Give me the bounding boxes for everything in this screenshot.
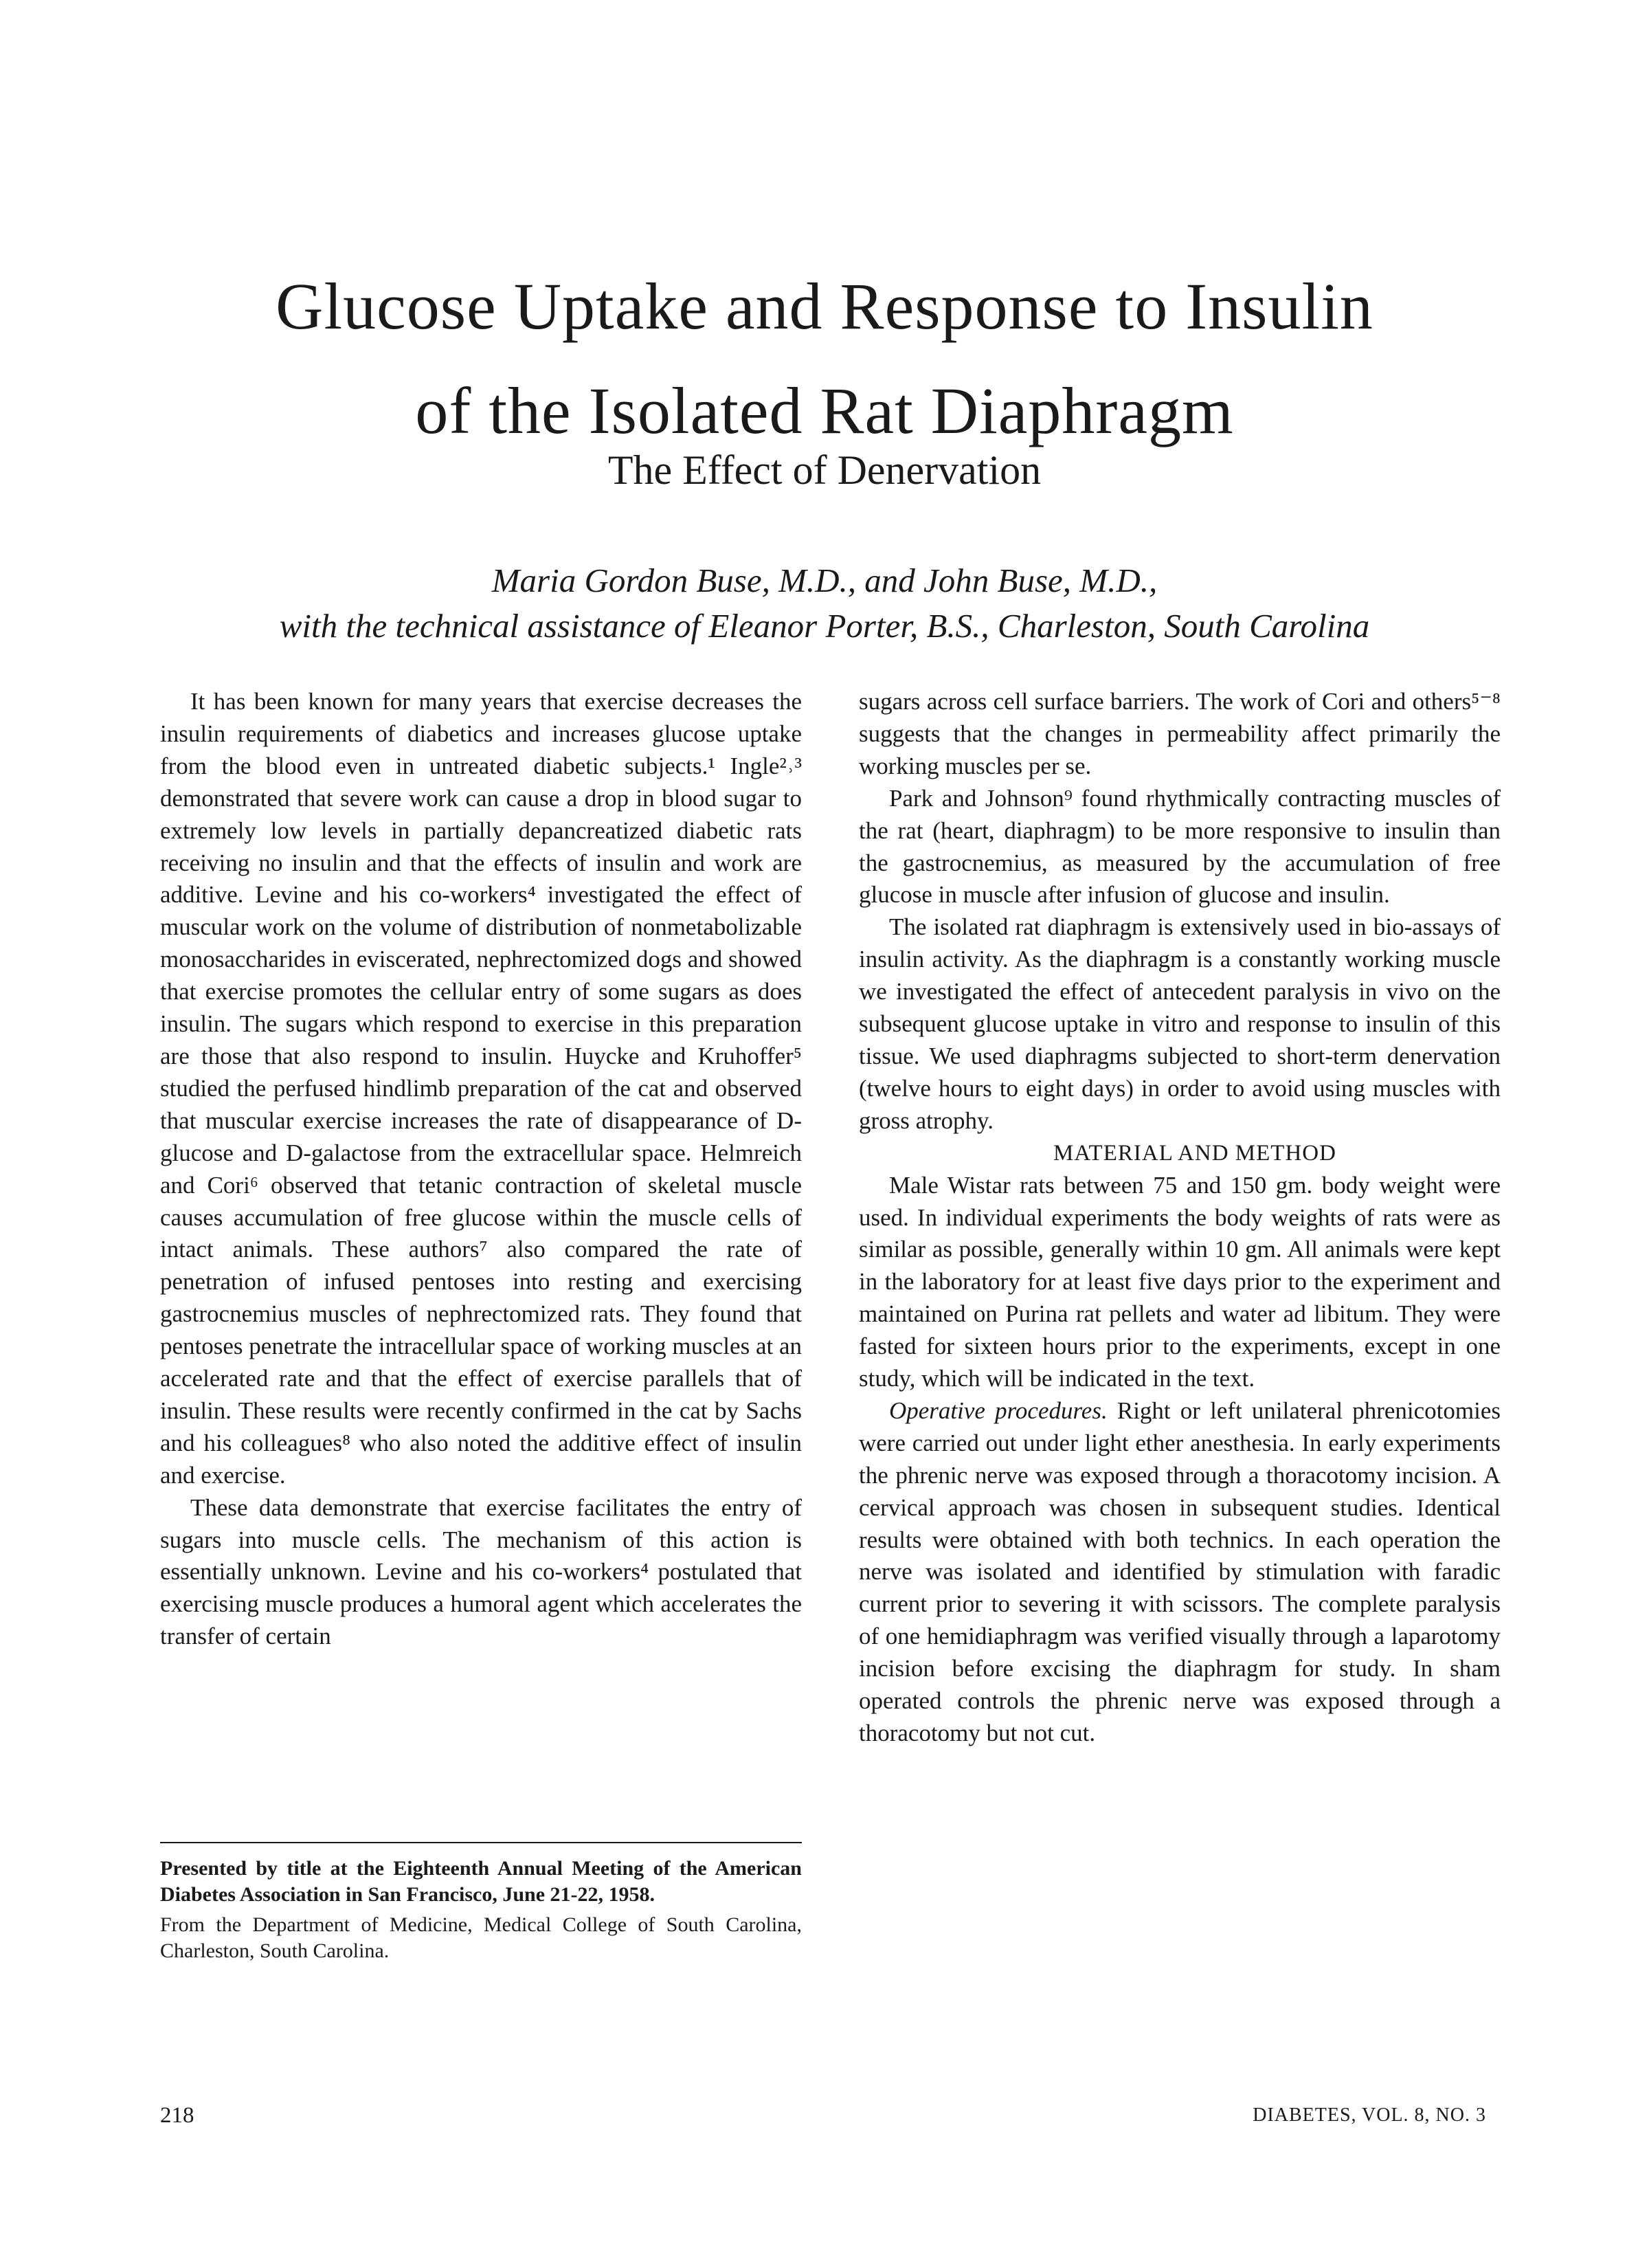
author-line-2: with the technical assistance of Eleanor Porter, B.S., Charleston, South Carolina: [279, 607, 1370, 645]
footnote-affiliation: From the Department of Medicine, Medical College of South Carolina, Charleston, South Carolina.: [160, 1913, 802, 1962]
operative-procedures-lead: Operative procedures.: [889, 1397, 1108, 1424]
left-column: [160, 686, 802, 1653]
right-column: [859, 686, 1501, 1750]
author-line-1: Maria Gordon Buse, M.D., and John Buse, M.D.,: [491, 562, 1158, 599]
page-number: 218: [160, 2103, 194, 2128]
left-paragraph-1: It has been known for many years that exercise decreases the insulin requirements of diabetics and increases glucose uptake from the blood even in untreated diabetic subjects.¹ Ingle²˒³ demonstrated that severe work can cause a drop in blood sugar to extremely low levels in partially depancreatized diabetic rats receiving no insulin and that the effects of insulin and work are additive. Levine and his co-workers⁴ investigated the effect of muscular work on the volume of distribution of nonmetabolizable monosaccharides in eviscerated, nephrectomized dogs and showed that exercise promotes the cellular entry of some sugars as does insulin. The sugars which respond to exercise in this preparation are those that also respond to insulin. Huycke and Kruhoffer⁵ studied the perfused hindlimb preparation of the cat and observed that muscular exercise increases the rate of disappearance of D-glucose and D-galactose from the extracellular space. Helmreich and Cori⁶ observed that tetanic contraction of skeletal muscle causes accumulation of free glucose within the muscle cells of intact animals. These authors⁷ also compared the rate of penetration of infused pentoses into resting and exercising gastrocnemius muscles of nephrectomized rats. They found that pentoses penetrate the intracellular space of working muscles at an accelerated rate and that the effect of exercise parallels that of insulin. These results were recently confirmed in the cat by Sachs and his colleagues⁸ who also noted the additive effect of insulin and exercise.: [160, 688, 802, 1489]
operative-procedures-text: Right or left unilateral phrenicotomies were carried out under light ether anesthesia. In early experiments the phrenic nerve was exposed through a thoracotomy incision. A cervical approach was chosen in subsequent studies. Identical results were obtained with both technics. In each operation the nerve was isolated and identified by stimulation with faradic current prior to severing it with scissors. The complete paralysis of one hemidiaphragm was verified visually through a laparotomy incision before excising the diaphragm for study. In sham operated controls the phrenic nerve was exposed through a thoracotomy but not cut.: [859, 1397, 1501, 1746]
right-paragraph-5: [859, 1395, 1501, 1750]
right-paragraph-4: Male Wistar rats between 75 and 150 gm. body weight were used. In individual experiments the body weights of rats were as similar as possible, generally within 10 gm. All animals were kept in the laboratory for at least five days prior to the experiment and maintained on Purina rat pellets and water ad libitum. They were fasted for sixteen hours prior to the experiments, except in one study, which will be indicated in the text.: [859, 1171, 1501, 1392]
author-byline: [69, 558, 1580, 649]
article-subtitle: The Effect of Denervation: [607, 447, 1042, 493]
right-paragraph-1: sugars across cell surface barriers. The work of Cori and others⁵⁻⁸ suggests that the changes in permeability affect primarily the working muscles per se.: [859, 688, 1501, 779]
left-paragraph-2: These data demonstrate that exercise facilitates the entry of sugars into muscle cells. The mechanism of this action is essentially unknown. Levine and his co-workers⁴ postulated that exercising muscle produces a humoral agent which accelerates the transfer of certain: [160, 1493, 802, 1650]
article-title: [137, 254, 1512, 463]
right-paragraph-2: Park and Johnson⁹ found rhythmically contracting muscles of the rat (heart, diaphragm) to be more responsive to insulin than the gastrocnemius, as measured by the accumulation of free glucose in muscle after infusion of glucose and insulin.: [859, 784, 1501, 909]
title-line-1: Glucose Uptake and Response to Insulin: [276, 269, 1373, 343]
title-line-2: of the Isolated Rat Diaphragm: [415, 374, 1234, 447]
right-paragraph-3: The isolated rat diaphragm is extensively used in bio-assays of insulin activity. As the diaphragm is a constantly working muscle we investigated the effect of antecedent paralysis in vivo on the subsequent glucose uptake in vitro and response to insulin of this tissue. We used diaphragms subjected to short-term denervation (twelve hours to eight days) in order to avoid using muscles with gross atrophy.: [859, 913, 1501, 1134]
journal-reference: DIABETES, VOL. 8, NO. 3: [1253, 2104, 1486, 2126]
footnote-presented: Presented by title at the Eighteenth Annual Meeting of the American Diabetes Association in San Francisco, June 21-22, 1958.: [160, 1857, 802, 1906]
footnotes: [160, 1856, 802, 1968]
section-heading-material-method: MATERIAL AND METHOD: [1053, 1140, 1336, 1166]
footnote-divider: [160, 1842, 802, 1843]
